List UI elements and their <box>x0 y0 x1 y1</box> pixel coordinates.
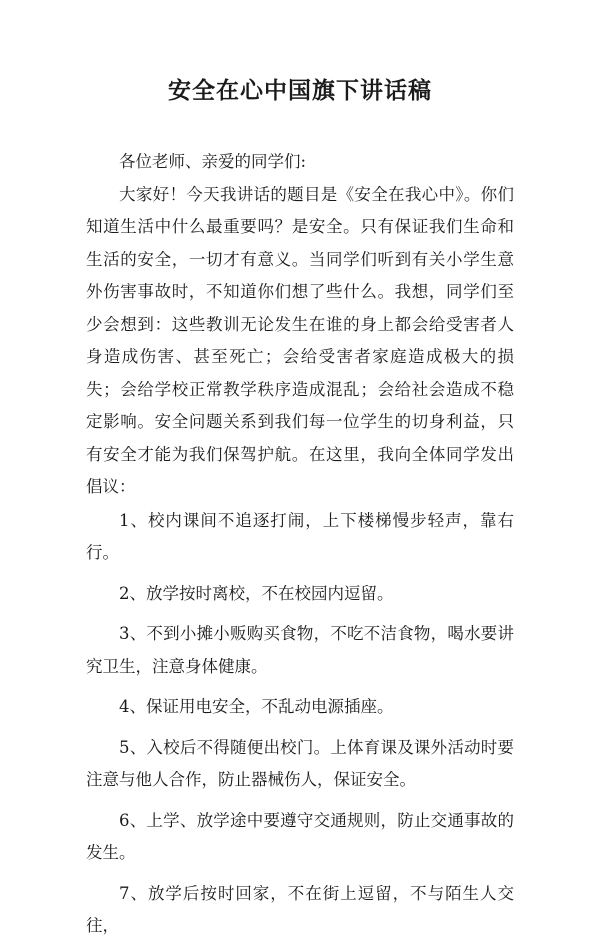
proposal-item-2: 2、放学按时离校，不在校园内逗留。 <box>119 583 394 603</box>
intro-paragraph: 大家好！今天我讲话的题目是《安全在我心中》。你们知道生活中什么最重要吗？是安全。只有保证我们生命和生活的安全，一切才有意义。当同学们听到有关小学生意外伤害事故时，不知道你们想了些什么。我想，同学们至少会想到：这些教训无论发生在谁的身上都会给受害者人身造成伤害、甚至死亡；会给受害者家庭造成极大的损失；会给学校正常教学秩序造成混乱；会给社会造成不稳定影响。安全问题关系到我们每一位学生的切身利益，只有安全才能为我们保驾护航。在这里，我向全体同学发出倡议： <box>86 184 514 496</box>
proposal-item-4: 4、保证用电安全，不乱动电源插座。 <box>119 697 394 716</box>
proposal-item-7: 7、放学后按时回家，不在街上逗留，不与陌生人交往， <box>86 883 514 935</box>
document-title: 安全在心中国旗下讲话稿 <box>168 77 432 104</box>
salutation: 各位老师、亲爱的同学们: <box>119 152 307 171</box>
proposal-item-3: 3、不到小摊小贩购买食物，不吃不洁食物，喝水要讲究卫生，注意身体健康。 <box>86 624 514 676</box>
document-body <box>86 146 514 943</box>
proposal-item-6: 6、上学、放学途中要遵守交通规则，防止交通事故的发生。 <box>86 810 514 862</box>
proposal-item-1: 1、校内课间不追逐打闹，上下楼梯慢步轻声，靠右行。 <box>86 510 514 562</box>
proposal-item-5: 5、入校后不得随便出校门。上体育课及课外活动时要注意与他人合作，防止器械伤人，保证安全。 <box>86 737 514 789</box>
